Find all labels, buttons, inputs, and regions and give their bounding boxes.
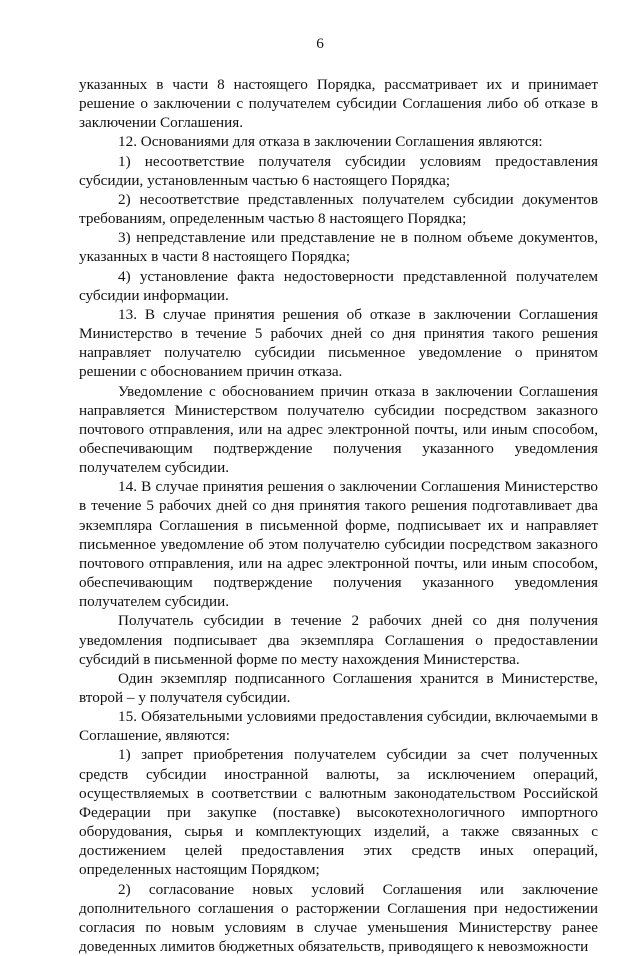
paragraph: 13. В случае принятия решения об отказе в заключении Соглашения Министерство в течение 5 рабочих дней со дня принятия такого решения направляет получателю субсидии письменное уведомление о принятом решении с обоснованием причин отказа. (79, 305, 598, 381)
document-body (79, 75, 598, 956)
paragraph: 1) несоответствие получателя субсидии условиям предоставления субсидии, установленным частью 6 настоящего Порядка; (79, 152, 598, 189)
paragraph: Получатель субсидии в течение 2 рабочих дней со дня получения уведомления подписывает два экземпляра Соглашения о предоставлении субсидий в письменной форме по месту нахождения Министерства. (79, 612, 598, 668)
paragraph: указанных в части 8 настоящего Порядка, рассматривает их и принимает решение о заключении с получателем субсидии Соглашения либо об отказе в заключении Соглашения. (79, 76, 598, 132)
paragraph: 2) согласование новых условий Соглашения или заключение дополнительного соглашения о расторжении Соглашения при недостижении согласия по новым условиям в случае уменьшения Министерству ранее доведенных лимитов бюджетных обязательств, приводящего к невозможности (79, 880, 598, 956)
paragraph: 15. Обязательными условиями предоставления субсидии, включаемыми в Соглашение, являются: (79, 708, 598, 745)
paragraph: Уведомление с обоснованием причин отказа в заключении Соглашения направляется Министерством получателю субсидии посредством заказного почтового отправления, или на адрес электронной почты, или иным способом, обеспечивающим подтверждение получения указанного уведомления получателем субсидии. (79, 382, 598, 477)
paragraph: 2) несоответствие представленных получателем субсидии документов требованиям, определенным частью 8 настоящего Порядка; (79, 190, 598, 228)
paragraph: Один экземпляр подписанного Соглашения хранится в Министерстве, второй – у получателя субсидии. (79, 669, 598, 706)
page-number: 6 (316, 35, 324, 52)
paragraph: 4) установление факта недостоверности представленной получателем субсидии информации. (79, 267, 598, 304)
paragraph: 3) непредставление или представление не в полном объеме документов, указанных в части 8 настоящего Порядка; (79, 229, 598, 266)
paragraph: 1) запрет приобретения получателем субсидии за счет полученных средств субсидии иностранной валюты, за исключением операций, осуществляемых в соответствии с валютным законодательством Российской Федерации при закупке (поставке) высокотехнологичного импортного оборудования, сырья и комплектующих изделий, а также связанных с достижением целей предоставления этих средств иных операций, определенных настоящим Порядком; (79, 746, 598, 879)
paragraph: 14. В случае принятия решения о заключении Соглашения Министерство в течение 5 рабочих дней со дня принятия такого решения подготавливает два экземпляра Соглашения в письменной форме, подписывает их и направляет письменное уведомление об этом получателю субсидии посредством заказного почтового отправления, или на адрес электронной почты, или иным способом, обеспечивающим подтверждение получения указанного уведомления получателем субсидии. (79, 478, 598, 611)
paragraph: 12. Основаниями для отказа в заключении Соглашения являются: (118, 133, 543, 151)
